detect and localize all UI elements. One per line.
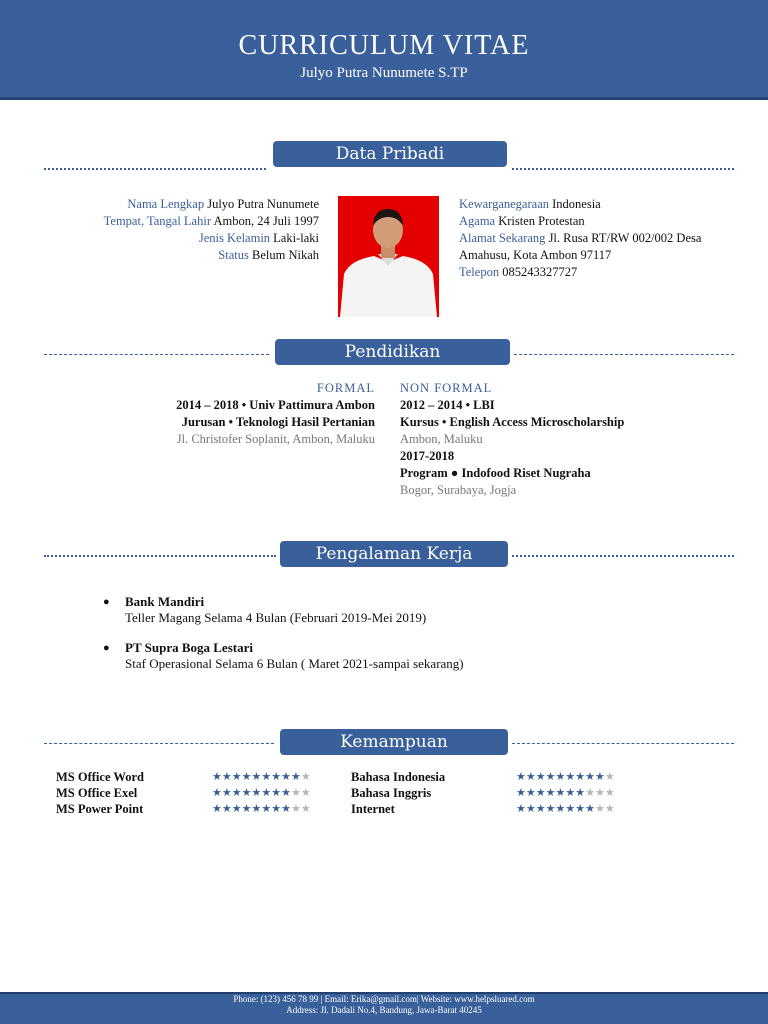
footer-contact <box>0 992 768 1024</box>
field-value: Belum Nikah <box>251 248 319 262</box>
star-filled-icon: ★ <box>516 786 526 799</box>
personal-item <box>60 247 319 264</box>
footer-line-1: Phone: (123) 456 78 99 | Email: Erika@gmail.com| Website: www.helpsluared.com <box>233 994 535 1004</box>
work-detail: Teller Magang Selama 4 Bulan (Februari 2019-Mei 2019) <box>125 610 427 625</box>
star-filled-icon: ★ <box>231 802 242 815</box>
section-title-education: Pendidikan <box>275 339 510 365</box>
star-filled-icon: ★ <box>516 770 526 783</box>
field-label: Tempat, Tangal Lahir <box>103 214 211 228</box>
star-filled-icon: ★ <box>251 770 262 783</box>
work-item <box>103 640 623 672</box>
star-filled-icon: ★ <box>221 786 232 799</box>
star-filled-icon: ★ <box>516 802 526 815</box>
skill-name: MS Office Word <box>56 770 144 784</box>
star-filled-icon: ★ <box>535 770 546 783</box>
star-empty-icon: ★ <box>300 770 311 783</box>
nonformal-line-6: Bogor, Surabaya, Jogja <box>400 483 517 497</box>
star-filled-icon: ★ <box>261 770 272 783</box>
star-filled-icon: ★ <box>545 786 556 799</box>
work-company: Bank Mandiri <box>125 594 205 609</box>
field-value: Julyo Putra Nunumete <box>207 197 319 211</box>
formal-heading: FORMAL <box>316 381 375 395</box>
star-filled-icon: ★ <box>585 802 595 815</box>
star-empty-icon: ★ <box>604 802 615 815</box>
candidate-name: Julyo Putra Nunumete S.TP <box>300 65 468 81</box>
person-silhouette-icon <box>338 196 439 317</box>
star-filled-icon: ★ <box>241 786 252 799</box>
star-filled-icon: ★ <box>535 786 546 799</box>
skill-rating-stars <box>516 769 615 785</box>
field-value: Ambon, 24 Juli 1997 <box>213 214 319 228</box>
bullet-icon: ● <box>103 642 110 654</box>
star-filled-icon: ★ <box>565 770 576 783</box>
star-filled-icon: ★ <box>565 802 576 815</box>
skill-name: Internet <box>351 802 395 816</box>
personal-item <box>459 213 709 230</box>
star-filled-icon: ★ <box>525 802 536 815</box>
star-filled-icon: ★ <box>261 802 272 815</box>
star-filled-icon: ★ <box>251 802 262 815</box>
field-label: Alamat Sekarang <box>459 231 546 245</box>
star-filled-icon: ★ <box>251 786 262 799</box>
skill-rating-stars <box>516 785 615 801</box>
star-filled-icon: ★ <box>221 802 232 815</box>
skill-rating-stars <box>212 785 311 801</box>
personal-item <box>459 196 709 213</box>
personal-item <box>459 230 709 264</box>
divider-right <box>512 168 734 170</box>
bullet-icon: ● <box>103 596 110 608</box>
star-filled-icon: ★ <box>575 770 586 783</box>
profile-photo <box>338 196 439 317</box>
nonformal-line-2: Kursus • English Access Microscholarship <box>400 415 625 429</box>
skill-name: MS Power Point <box>56 802 144 816</box>
star-filled-icon: ★ <box>545 770 556 783</box>
field-value: Jl. Rusa RT/RW 002/002 Desa Amahusu, Kota Ambon 97117 <box>459 231 702 262</box>
divider-left <box>44 168 266 170</box>
work-detail: Staf Operasional Selama 6 Bulan ( Maret 2021-sampai sekarang) <box>125 656 464 671</box>
divider-left <box>44 555 276 557</box>
star-filled-icon: ★ <box>555 770 566 783</box>
star-filled-icon: ★ <box>212 802 222 815</box>
education-formal <box>60 380 375 448</box>
personal-item <box>459 264 709 281</box>
star-filled-icon: ★ <box>281 786 291 799</box>
star-filled-icon: ★ <box>291 770 301 783</box>
field-value: Kristen Protestan <box>498 214 585 228</box>
nonformal-line-5: Program ● Indofood Riset Nugraha <box>400 466 591 480</box>
field-label: Status <box>218 248 249 262</box>
star-filled-icon: ★ <box>525 786 536 799</box>
star-filled-icon: ★ <box>271 786 282 799</box>
nonformal-line-4: 2017-2018 <box>400 449 455 463</box>
field-value: Indonesia <box>552 197 601 211</box>
field-label: Kewarganegaraan <box>459 197 549 211</box>
field-value: 085243327727 <box>502 265 578 279</box>
section-title-personal: Data Pribadi <box>273 141 507 167</box>
star-filled-icon: ★ <box>261 786 272 799</box>
star-filled-icon: ★ <box>555 786 566 799</box>
star-filled-icon: ★ <box>545 802 556 815</box>
star-empty-icon: ★ <box>291 802 301 815</box>
section-title-work: Pengalaman Kerja <box>280 541 508 567</box>
skill-rating-stars <box>212 769 311 785</box>
star-empty-icon: ★ <box>585 786 595 799</box>
work-company: PT Supra Boga Lestari <box>125 640 253 655</box>
divider-right <box>512 743 734 744</box>
star-empty-icon: ★ <box>300 786 311 799</box>
personal-left-block <box>60 196 319 264</box>
field-label: Agama <box>459 214 496 228</box>
skill-name: Bahasa Inggris <box>351 786 432 800</box>
divider-left <box>44 354 269 355</box>
star-filled-icon: ★ <box>231 786 242 799</box>
education-nonformal <box>400 380 720 499</box>
star-filled-icon: ★ <box>525 770 536 783</box>
star-filled-icon: ★ <box>281 770 291 783</box>
personal-item <box>60 196 319 213</box>
work-item <box>103 594 623 626</box>
nonformal-line-1: 2012 – 2014 • LBI <box>400 398 495 412</box>
personal-item <box>60 213 319 230</box>
personal-right-block <box>459 196 709 281</box>
section-title-skills: Kemampuan <box>280 729 508 755</box>
star-filled-icon: ★ <box>212 770 222 783</box>
personal-item <box>60 230 319 247</box>
formal-line-1: 2014 – 2018 • Univ Pattimura Ambon <box>176 398 375 412</box>
skill-rating-stars <box>212 801 311 817</box>
star-filled-icon: ★ <box>535 802 546 815</box>
star-filled-icon: ★ <box>241 802 252 815</box>
star-filled-icon: ★ <box>575 802 586 815</box>
star-filled-icon: ★ <box>555 802 566 815</box>
star-filled-icon: ★ <box>595 770 605 783</box>
nonformal-line-3: Ambon, Maluku <box>400 432 483 446</box>
divider-right <box>512 555 734 557</box>
formal-line-2: Jurusan • Teknologi Hasil Pertanian <box>181 415 375 429</box>
star-empty-icon: ★ <box>595 786 605 799</box>
formal-line-3: Jl. Christofer Soplanit, Ambon, Maluku <box>176 432 375 446</box>
star-empty-icon: ★ <box>595 802 605 815</box>
field-label: Nama Lengkap <box>127 197 205 211</box>
field-label: Telepon <box>459 265 500 279</box>
star-filled-icon: ★ <box>221 770 232 783</box>
page-title: CURRICULUM VITAE <box>238 30 530 61</box>
divider-left <box>44 743 274 744</box>
star-filled-icon: ★ <box>231 770 242 783</box>
star-empty-icon: ★ <box>291 786 301 799</box>
footer-line-2: Address: Jl. Dadali No.4, Bandung, Jawa-Barat 40245 <box>286 1005 482 1015</box>
star-empty-icon: ★ <box>604 770 615 783</box>
star-filled-icon: ★ <box>271 770 282 783</box>
star-filled-icon: ★ <box>575 786 586 799</box>
skill-rating-stars <box>516 801 615 817</box>
field-label: Jenis Kelamin <box>198 231 271 245</box>
skill-name: MS Office Exel <box>56 786 138 800</box>
nonformal-heading: NON FORMAL <box>400 381 493 395</box>
star-filled-icon: ★ <box>212 786 222 799</box>
field-value: Laki-laki <box>273 231 319 245</box>
star-filled-icon: ★ <box>241 770 252 783</box>
star-filled-icon: ★ <box>281 802 291 815</box>
header-banner <box>0 0 768 100</box>
star-filled-icon: ★ <box>271 802 282 815</box>
skill-name: Bahasa Indonesia <box>351 770 446 784</box>
star-empty-icon: ★ <box>300 802 311 815</box>
star-filled-icon: ★ <box>585 770 595 783</box>
star-empty-icon: ★ <box>604 786 615 799</box>
divider-right <box>514 354 734 355</box>
star-filled-icon: ★ <box>565 786 576 799</box>
